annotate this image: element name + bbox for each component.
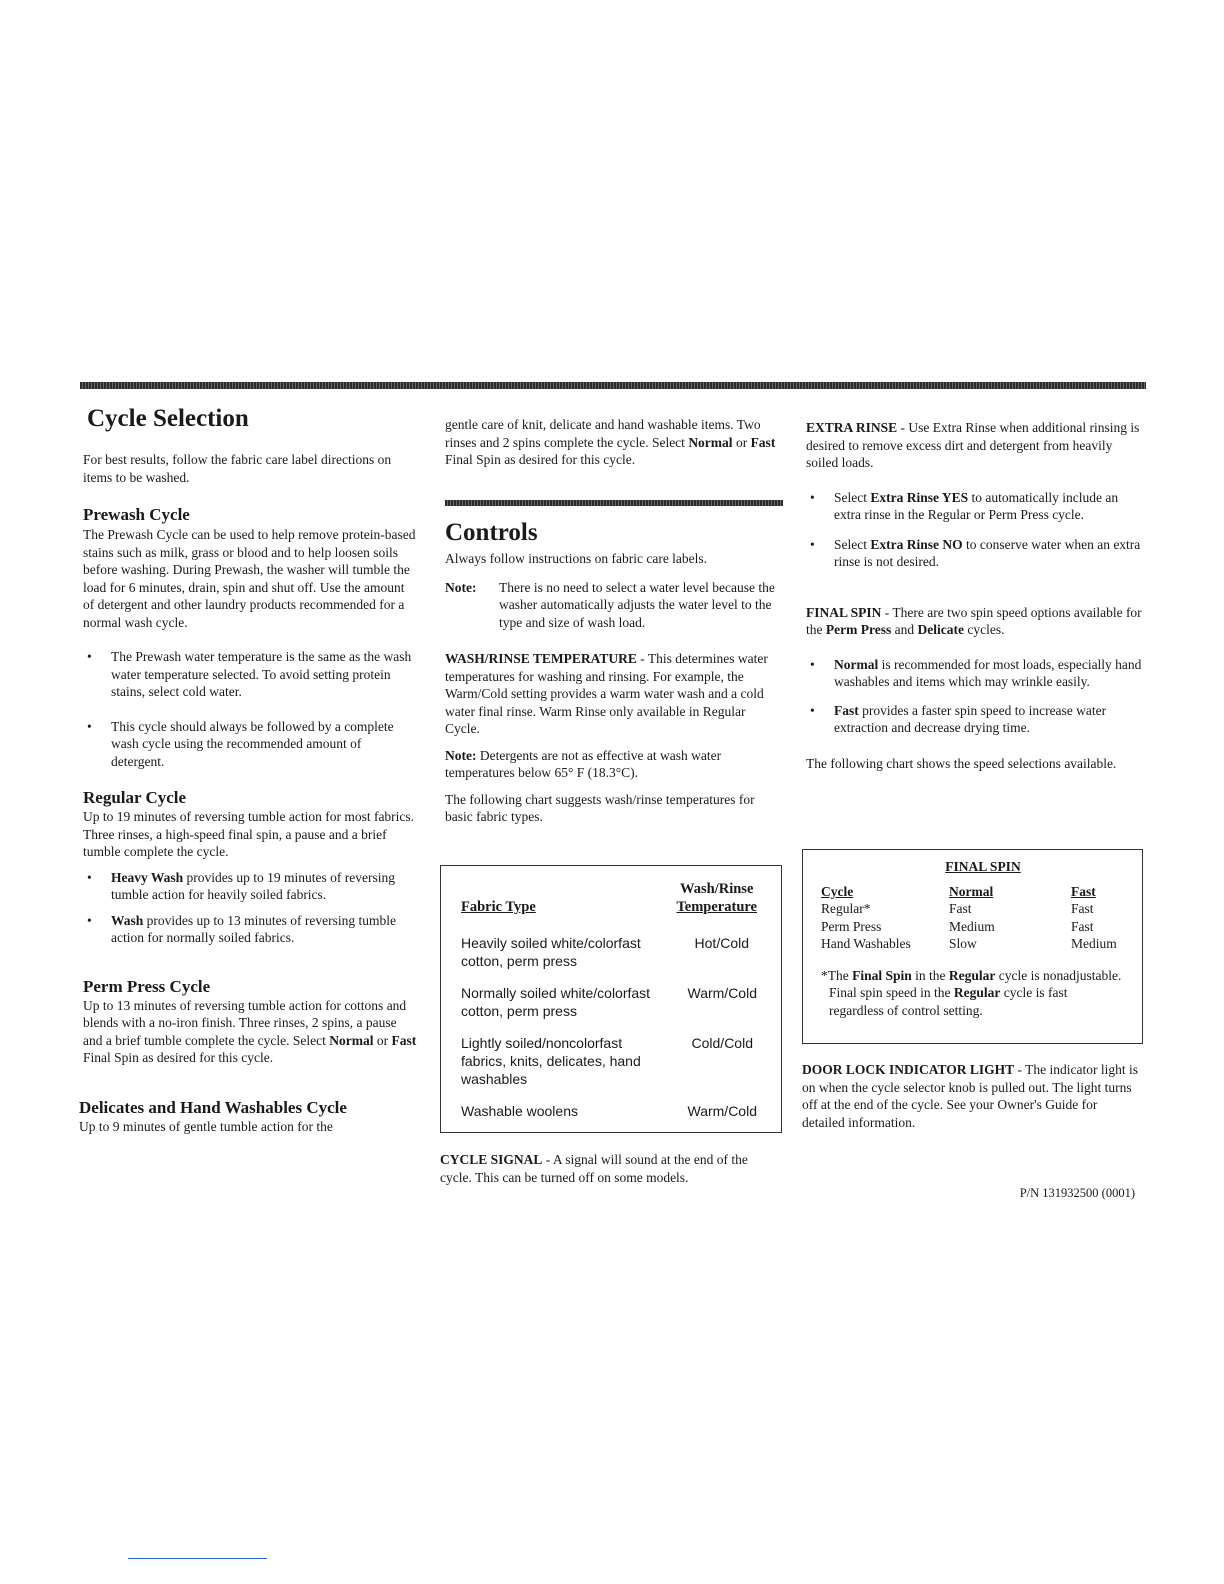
table-row: Normally soiled white/colorfast cotton, perm press Warm/Cold: [461, 985, 757, 1019]
perm-press-heading: Perm Press Cycle: [83, 976, 211, 996]
final-spin-footnote: *The Final Spin in the Regular cycle is nonadjustable. Final spin speed in the Regular cycle is fast regardless of control setting.: [821, 967, 1122, 1018]
temp-table: [440, 865, 782, 1133]
note-text: There is no need to select a water level because the washer automatically adjusts the water level to the type and size of wash load.: [499, 579, 775, 630]
prewash-bullet-2: • This cycle should always be followed by a complete wash cycle using the recommended amount of detergent.: [83, 718, 418, 771]
footer-line: [128, 1558, 267, 1559]
wash-rinse-temp: WASH/RINSE TEMPERATURE - This determines water temperatures for washing and rinsing. For example, the Warm/Cold setting provides a warm water wash and a cold water final rinse. Warm Rinse only available in Regular Cycle.: [445, 651, 768, 736]
speed-chart-intro: The following chart shows the speed selections available.: [806, 755, 1117, 771]
regular-bullet-2: [83, 912, 418, 947]
final-spin-bullet-1: • Normal is recommended for most loads, especially hand washables and items which may wrinkle easily.: [806, 656, 1144, 691]
col-temperature: Temperature: [676, 899, 757, 915]
cycle-selection-intro: For best results, follow the fabric care label directions on items to be washed.: [83, 452, 392, 485]
final-spin-table-title: FINAL SPIN: [945, 859, 1021, 874]
column-1: [79, 404, 418, 1135]
final-spin-bullet-2: • Fast provides a faster spin speed to increase water extraction and decrease drying time.: [806, 702, 1144, 737]
table-row: Washable woolens Warm/Cold: [461, 1103, 757, 1119]
perm-press-body: Up to 13 minutes of reversing tumble action for cottons and blends with a no-iron finish. Three rinses, 2 spins, a pause and a brief tumble complete the cycle. Select Normal or Fast Final Spin as desired for this cycle.: [83, 997, 417, 1065]
door-lock-section: [802, 1061, 1142, 1131]
regular-body: Up to 19 minutes of reversing tumble action for most fabrics. Three rinses, a high-speed final spin, a pause and a brief tumble complete the cycle.: [83, 809, 415, 859]
table-header-row: Cycle Normal Fast: [821, 883, 1096, 899]
note-label: Note:: [445, 579, 477, 595]
cycle-signal: CYCLE SIGNAL - A signal will sound at the end of the cycle. This can be turned off on some models.: [440, 1152, 748, 1185]
final-spin-table: [802, 849, 1143, 1044]
table-row: Perm Press Medium Fast: [821, 918, 1094, 934]
heavy-wash-text: provides up to 19 minutes of reversing tumble action for heavily soiled fabrics.: [111, 869, 395, 902]
top-rule: [80, 382, 1146, 389]
table-row: Regular* Fast Fast: [821, 901, 1094, 916]
controls-rule: [445, 500, 783, 506]
heavy-wash-label: Heavy Wash: [111, 869, 184, 885]
column-3: [806, 419, 1144, 772]
prewash-bullet-1: • The Prewash water temperature is the same as the wash water temperature selected. To avoid setting protein stains, select cold water.: [83, 648, 418, 701]
final-spin: FINAL SPIN - There are two spin speed options available for the Perm Press and Delicate cycles.: [806, 604, 1142, 637]
col-fabric-type: Fabric Type: [461, 899, 536, 915]
delicates-continued: gentle care of knit, delicate and hand washable items. Two rinses and 2 spins complete the cycle. Select Normal or Fast Final Spin as desired for this cycle.: [445, 417, 776, 467]
regular-heading: Regular Cycle: [83, 788, 187, 807]
note-detergents: Note: Detergents are not as effective at wash water temperatures below 65° F (18.3°C).: [445, 747, 722, 780]
prewash-body: The Prewash Cycle can be used to help remove protein-based stains such as milk, grass or blood and to help loosen soils before washing. During Prewash, the washer will tumble the load for 6 minutes, drain, spin and shut off. Use the amount of detergent and other laundry products recommended for a normal wash cycle.: [83, 527, 416, 630]
wash-text: provides up to 13 minutes of reversing tumble action for normally soiled fabrics.: [111, 912, 396, 945]
cycle-selection-title: Cycle Selection: [87, 405, 249, 432]
delicates-heading: Delicates and Hand Washables Cycle: [79, 1097, 347, 1117]
regular-bullet-1: [83, 869, 418, 904]
table-row: Hand Washables Slow Medium: [821, 936, 1117, 951]
controls-intro: Always follow instructions on fabric care labels.: [445, 551, 708, 566]
extra-rinse-bullet-1: • Select Extra Rinse YES to automatically include an extra rinse in the Regular or Perm Press cycle.: [806, 489, 1144, 524]
delicates-body: Up to 9 minutes of gentle tumble action for the: [79, 1118, 333, 1134]
note-water-level: [445, 579, 783, 632]
table-row: Heavily soiled white/colorfast cotton, perm press Hot/Cold: [461, 935, 749, 969]
part-number: P/N 131932500 (0001): [1019, 1186, 1135, 1200]
temp-chart-intro: The following chart suggests wash/rinse temperatures for basic fabric types.: [445, 791, 755, 824]
extra-rinse-bullet-2: • Select Extra Rinse NO to conserve water when an extra rinse is not desired.: [806, 536, 1144, 571]
col-wash-rinse: Wash/Rinse: [680, 881, 754, 897]
prewash-heading: Prewash Cycle: [83, 505, 190, 524]
wash-label: Wash: [111, 912, 144, 928]
column-2: [445, 416, 783, 469]
table-row: Lightly soiled/noncolorfast fabrics, knits, delicates, hand washables Cold/Cold: [461, 1035, 753, 1087]
door-lock: DOOR LOCK INDICATOR LIGHT - The indicator light is on when the cycle selector knob is pulled out. The light turns off at the end of the cycle. See your Owner's Guide for detailed information.: [802, 1062, 1139, 1130]
extra-rinse: EXTRA RINSE - Use Extra Rinse when additional rinsing is desired to remove excess dirt and detergent from heavily soiled loads.: [806, 420, 1140, 470]
controls-section: [445, 518, 783, 826]
controls-title: Controls: [445, 519, 538, 546]
